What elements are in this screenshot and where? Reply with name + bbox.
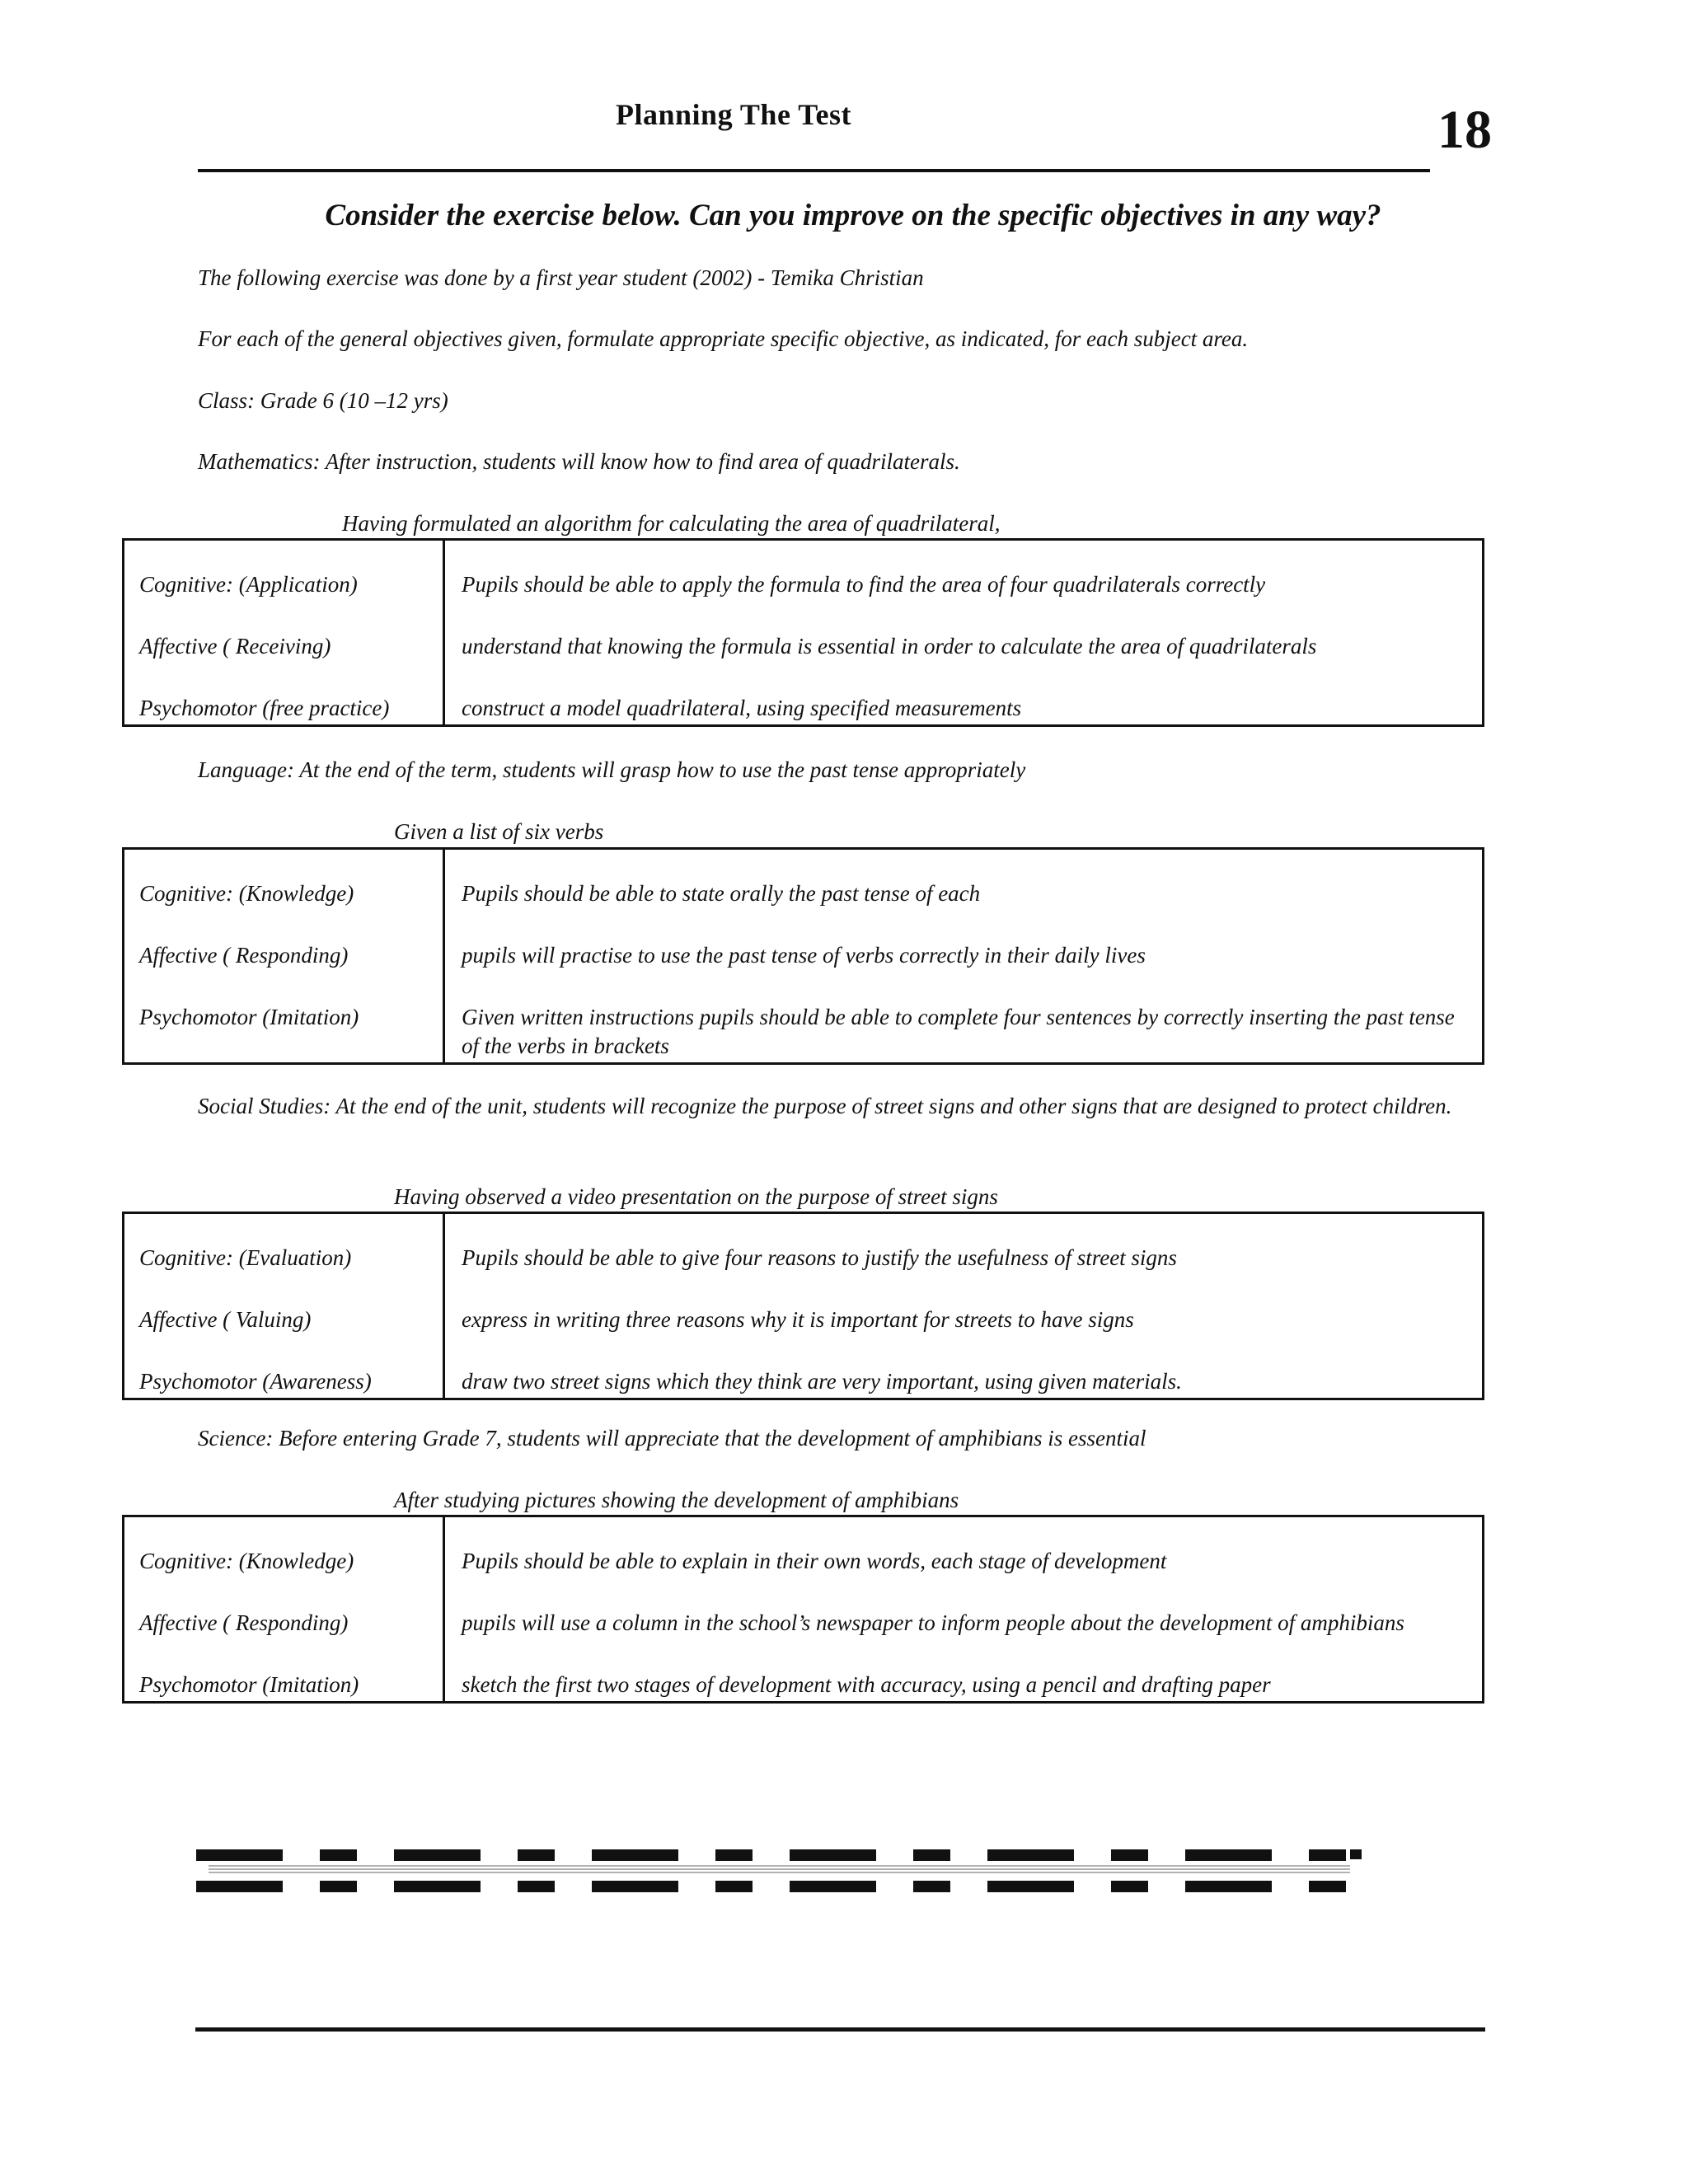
condition-language: Given a list of six verbs <box>394 819 604 844</box>
domain-cell: Affective ( Valuing) <box>124 1272 444 1334</box>
objective-cell: draw two street signs which they think are very important, using given materials. <box>462 1369 1182 1394</box>
table-row <box>124 540 1484 600</box>
general-objective-social-studies: Social Studies: At the end of the unit, students will recognize the purpose of street signs and other signs that are designed to protect children. <box>198 1094 1452 1118</box>
objective-cell: pupils will practise to use the past tense of verbs correctly in their daily lives <box>462 943 1146 968</box>
header-rule <box>198 169 1430 172</box>
objective-cell: construct a model quadrilateral, using specified measurements <box>462 696 1022 720</box>
domain-cell: Affective ( Responding) <box>124 1576 444 1638</box>
objective-cell: understand that knowing the formula is essential in order to calculate the area of quadrilaterals <box>462 634 1317 658</box>
condition-science: After studying pictures showing the development of amphibians <box>394 1488 959 1512</box>
objective-cell: Pupils should be able to give four reasons to justify the usefulness of street signs <box>462 1245 1177 1270</box>
objectives-table-mathematics <box>122 538 1484 727</box>
general-objective-mathematics: Mathematics: After instruction, students will know how to find area of quadrilaterals. <box>198 449 960 474</box>
objective-cell: Given written instructions pupils should be able to complete four sentences by correctly inserting the past tense of the verbs in brackets <box>462 1005 1455 1058</box>
domain-cell: Psychomotor (Awareness) <box>124 1334 444 1399</box>
table-row <box>124 661 1484 726</box>
domain-cell: Affective ( Responding) <box>124 908 444 970</box>
class-line: Class: Grade 6 (10 –12 yrs) <box>198 388 448 413</box>
objectives-table-social-studies <box>122 1212 1484 1400</box>
objective-cell: Pupils should be able to explain in their own words, each stage of development <box>462 1549 1167 1573</box>
domain-cell: Psychomotor (free practice) <box>124 661 444 726</box>
condition-mathematics: Having formulated an algorithm for calculating the area of quadrilateral, <box>342 511 1001 536</box>
table-row <box>124 908 1484 970</box>
condition-social-studies: Having observed a video presentation on the purpose of street signs <box>394 1184 998 1209</box>
domain-cell: Cognitive: (Evaluation) <box>124 1213 444 1273</box>
domain-cell: Psychomotor (Imitation) <box>124 1638 444 1703</box>
table-row <box>124 1334 1484 1399</box>
exercise-headline: Consider the exercise below. Can you improve on the specific objectives in any way? <box>325 199 1381 232</box>
domain-cell: Cognitive: (Application) <box>124 540 444 600</box>
table-row <box>124 1213 1484 1273</box>
domain-cell: Cognitive: (Knowledge) <box>124 849 444 909</box>
page-number: 18 <box>1437 100 1492 160</box>
table-row <box>124 1272 1484 1334</box>
table-row <box>124 599 1484 661</box>
objectives-table-science <box>122 1515 1484 1704</box>
objective-cell: express in writing three reasons why it is important for streets to have signs <box>462 1307 1134 1332</box>
table-row <box>124 1576 1484 1638</box>
domain-cell: Psychomotor (Imitation) <box>124 970 444 1064</box>
decorative-dashed-divider <box>196 1848 1367 1905</box>
intro-line: The following exercise was done by a first year student (2002) - Temika Christian <box>198 265 924 290</box>
general-objective-language: Language: At the end of the term, students will grasp how to use the past tense appropriately <box>198 757 1026 782</box>
domain-cell: Cognitive: (Knowledge) <box>124 1516 444 1577</box>
table-row <box>124 1516 1484 1577</box>
table-row <box>124 1638 1484 1703</box>
objective-cell: sketch the first two stages of development with accuracy, using a pencil and drafting paper <box>462 1672 1271 1697</box>
general-objective-science: Science: Before entering Grade 7, students will appreciate that the development of amphibians is essential <box>198 1426 1146 1451</box>
domain-cell: Affective ( Receiving) <box>124 599 444 661</box>
objective-cell: Pupils should be able to apply the formula to find the area of four quadrilaterals correctly <box>462 572 1266 597</box>
table-row <box>124 970 1484 1064</box>
objective-cell: Pupils should be able to state orally the past tense of each <box>462 881 981 906</box>
footer-rule <box>195 2027 1485 2032</box>
objective-cell: pupils will use a column in the school’s newspaper to inform people about the development of amphibians <box>462 1610 1404 1635</box>
intro-instructions: For each of the general objectives given, formulate appropriate specific objective, as indicated, for each subject area. <box>198 326 1249 351</box>
objectives-table-language <box>122 847 1484 1065</box>
page-title: Planning The Test <box>616 98 851 131</box>
table-row <box>124 849 1484 909</box>
